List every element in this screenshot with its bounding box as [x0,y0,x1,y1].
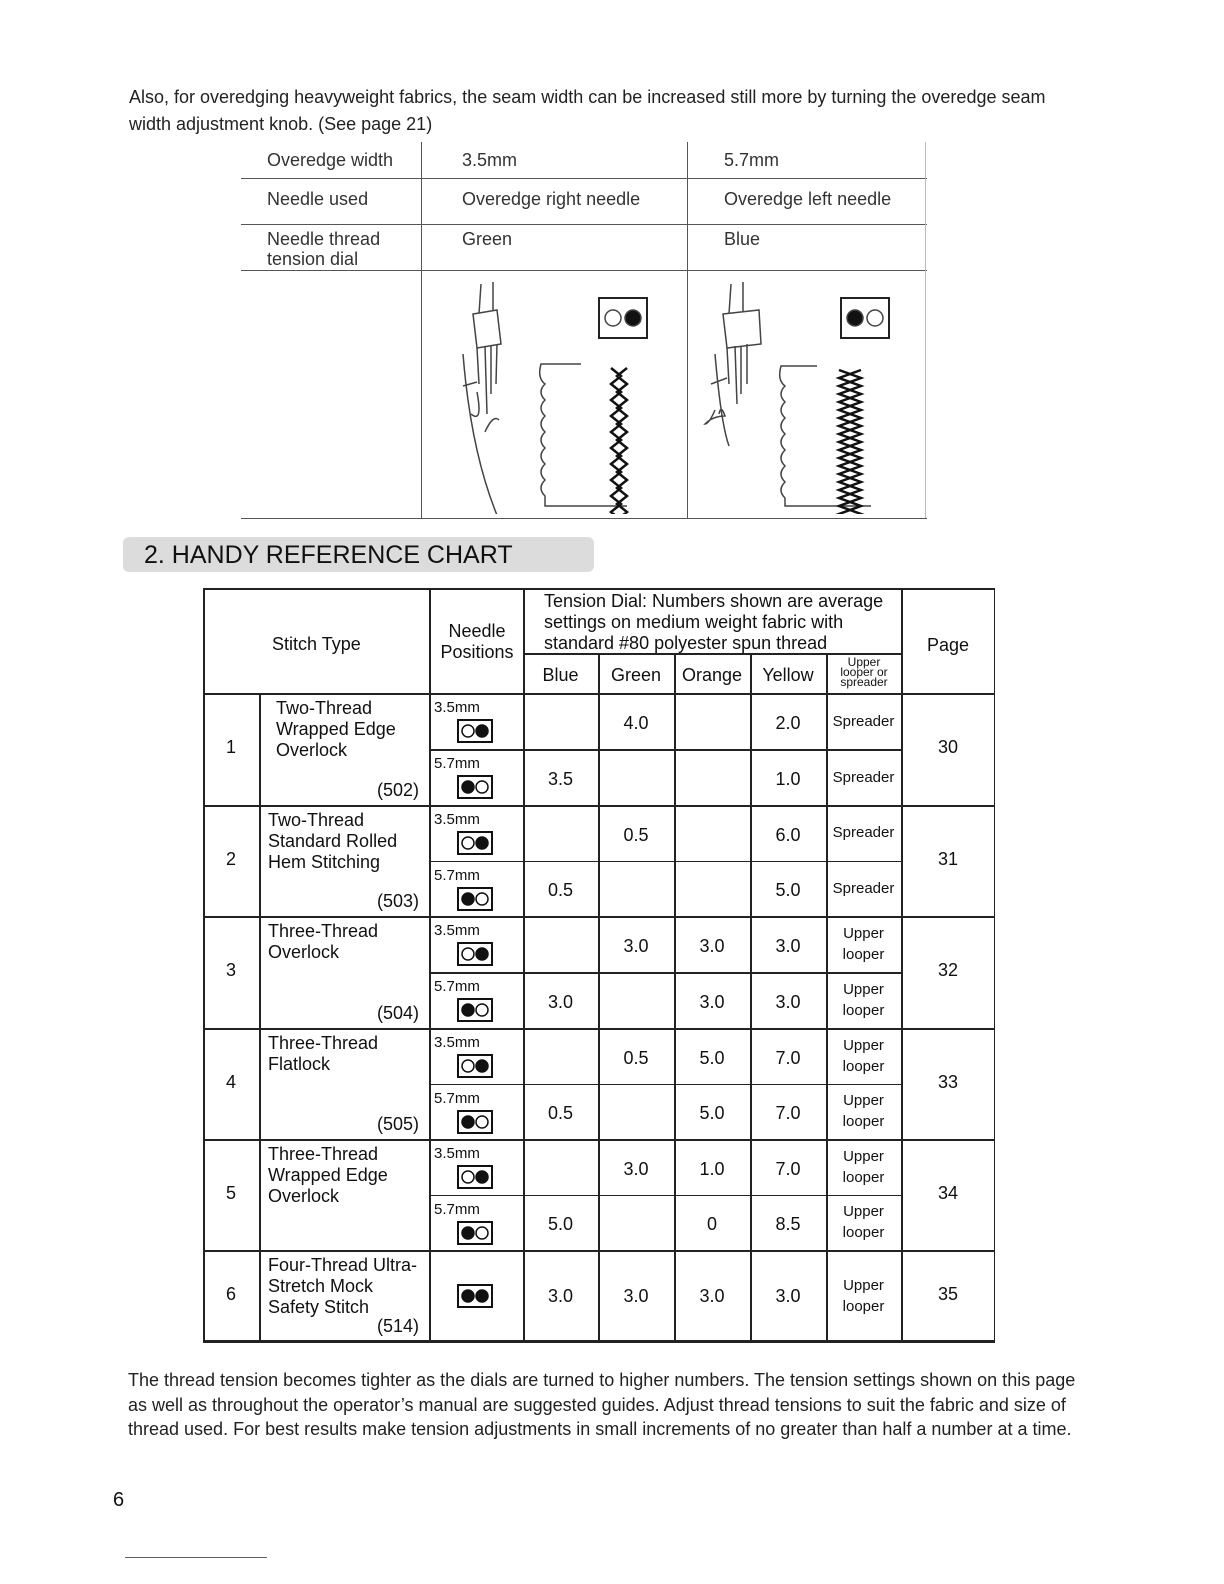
needle-position-icon [457,1165,493,1189]
stitch-number: 1 [225,737,236,757]
yellow-tension-value: 7.0 [775,1103,801,1124]
grid-line [429,1195,901,1197]
left-needle-illustration [701,274,921,514]
needle-size: 5.7mm [434,978,480,995]
needle-position-icon [457,942,493,966]
grid-line [523,653,901,655]
upper-looper-or-spreader: Upper [843,981,884,998]
grid-line [259,693,261,805]
yellow-tension-value: 1.0 [775,769,801,789]
upper-looper-or-spreader: Upper [843,1092,884,1110]
needle-position-icon [457,1284,493,1308]
stitch-name-line: Two-Thread [268,810,365,830]
header-line: Positions [440,642,514,662]
grid-line [429,1250,431,1341]
needle-used-left: Overedge left needle [724,189,892,209]
yellow-tension-value: 5.0 [775,880,801,901]
upper-looper-or-spreader: Upper [843,1147,884,1165]
divider [241,270,927,271]
grid-line [259,805,261,916]
overedge-table [241,142,927,520]
divider [687,142,688,518]
grid-line [750,653,752,693]
overedge-width-label: Overedge width [267,150,394,170]
orange-tension-value: 3.0 [699,1285,725,1306]
needle-position-icon [457,1110,493,1134]
grid-line [598,653,600,693]
page-ref: 35 [937,1283,959,1304]
upper-looper-or-spreader: looper [842,1168,885,1186]
yellow-tension-value: 2.0 [775,713,801,733]
needle-thread-tension-left: Blue [724,229,761,249]
grid-line [429,1084,901,1086]
header-tension-dial [544,591,883,654]
orange-tension-value: 5.0 [699,1047,725,1068]
stitch-code: (505) [377,1114,420,1134]
stitch-name-line: Three-Thread [268,1033,379,1053]
upper-looper-or-spreader: looper [842,946,885,963]
stitch-code: (514) [377,1316,420,1336]
header-line: Tension Dial: Numbers shown are average [544,591,884,611]
needle-size: 5.7mm [434,755,480,772]
needle-used-label: Needle used [267,189,369,209]
divider [125,1557,267,1558]
stitch-name-line: Hem Stitching [268,852,381,872]
grid-line [429,749,901,751]
header-needle-positions [431,621,523,663]
yellow-tension-value: 3.0 [775,936,801,956]
green-tension-value: 3.0 [623,1285,649,1306]
needle-position-icon [457,887,493,911]
needle-position-icon [457,719,493,743]
orange-tension-value: 3.0 [699,936,725,956]
header-orange: Orange [681,665,743,685]
blue-tension-value: 3.0 [547,992,574,1012]
grid-line [203,588,995,590]
needle-thread-tension-label: Needle thread tension dial [267,229,381,269]
header-stitch-type: Stitch Type [272,634,361,654]
blue-tension-value: 3.0 [547,1285,574,1306]
overedge-width-right: 3.5mm [462,150,518,170]
orange-tension-value: 0 [706,1214,717,1235]
overedge-width-left: 5.7mm [724,150,780,170]
stitch-name-line: Standard Rolled [268,831,398,851]
reference-chart [203,588,995,1341]
needle-position-icon [457,775,493,799]
header-line: spreader [840,675,888,689]
header-blue: Blue [542,665,579,685]
needle-position-icon [457,831,493,855]
header-line: Upper [847,655,881,669]
grid-line [259,1139,261,1250]
divider [241,518,927,519]
intro-paragraph: Also, for overedging heavyweight fabrics, the seam width can be increased still more by turning the overedge seam width adjustment knob. (See page 21) [129,87,1046,134]
header-line: Needle [448,621,506,641]
upper-looper-or-spreader: Spreader [832,879,895,897]
stitch-number: 2 [225,848,236,869]
needle-size: 3.5mm [434,811,480,828]
stitch-name-line: Safety Stitch [268,1297,370,1317]
upper-looper-or-spreader: looper [842,1224,885,1242]
header-line: settings on medium weight fabric with [544,612,844,632]
grid-line [826,653,828,693]
grid-line [259,1250,261,1341]
green-tension-value: 3.0 [623,936,649,956]
grid-line [429,972,901,974]
stitch-name-line: Stretch Mock [268,1276,374,1296]
stitch-name-line: Two-Thread [276,698,373,718]
page-number: 6 [113,1489,125,1511]
stitch-number: 5 [225,1182,236,1203]
stitch-name-line: Four-Thread Ultra- [268,1255,418,1275]
right-needle-illustration [441,274,671,514]
blue-tension-value: 0.5 [547,880,574,901]
grid-line [259,916,261,1028]
needle-position-icon [457,1221,493,1245]
orange-tension-value: 3.0 [699,992,725,1012]
stitch-name-line: Overlock [268,1186,340,1206]
stitch-code: (504) [377,1003,420,1023]
section-heading [123,537,594,572]
divider [925,142,926,518]
header-line: standard #80 polyester spun thread [544,633,828,653]
orange-tension-value: 5.0 [699,1103,725,1124]
upper-looper-or-spreader: Spreader [832,712,895,730]
upper-looper-or-spreader: Upper [843,925,884,942]
yellow-tension-value: 8.5 [775,1214,801,1235]
upper-looper-or-spreader: looper [842,1057,885,1075]
upper-looper-or-spreader: Upper [843,1203,884,1221]
footer-paragraph: The thread tension becomes tighter as the dials are turned to higher numbers. The tension settings shown on this page as well as throughout the operator’s manual are suggested guides. Adjust thread tensions to suit the fabric and size of thread used. For best results make tension adjustments in small increments of no greater than half a number at a time. [128,1370,1076,1439]
header-line: looper or [840,665,888,679]
stitch-name-line: Three-Thread [268,921,379,941]
needle-position-icon [457,1054,493,1078]
grid-line [203,1341,995,1343]
green-tension-value: 4.0 [623,713,649,733]
needle-size: 3.5mm [434,699,480,716]
upper-looper-or-spreader: looper [842,1113,885,1131]
upper-looper-or-spreader: looper [842,1002,885,1019]
needle-used-right: Overedge right needle [462,189,641,209]
needle-size: 3.5mm [434,1145,480,1162]
stitch-name-line: Overlock [268,942,340,962]
yellow-tension-value: 3.0 [775,992,801,1012]
stitch-code: (502) [377,780,420,800]
yellow-tension-value: 7.0 [775,1047,801,1068]
grid-line [259,1028,261,1139]
yellow-tension-value: 6.0 [775,824,801,845]
page-ref: 31 [937,848,959,869]
grid-line [429,588,431,693]
upper-looper-or-spreader: looper [842,1297,885,1315]
stitch-name-line: Three-Thread [268,1144,379,1164]
stitch-number: 4 [225,1071,236,1092]
grid-line [674,653,676,693]
grid-line [429,861,901,863]
section-title: 2. HANDY REFERENCE CHART [144,541,513,569]
needle-thread-tension-right: Green [462,229,513,249]
yellow-tension-value: 7.0 [775,1158,801,1179]
orange-tension-value: 1.0 [699,1158,725,1179]
upper-looper-or-spreader: Spreader [832,824,895,842]
page-ref: 32 [937,960,959,980]
needle-size: 3.5mm [434,1034,480,1051]
needle-size: 5.7mm [434,1200,480,1218]
blue-tension-value: 3.5 [547,769,574,789]
stitch-number: 6 [225,1283,236,1304]
green-tension-value: 0.5 [623,1047,649,1068]
header-yellow: Yellow [762,665,814,685]
needle-size: 5.7mm [434,866,480,884]
divider [241,224,927,225]
header-upper-looper-or-spreader [826,657,902,687]
stitch-number: 3 [225,960,236,980]
green-tension-value: 0.5 [623,824,649,845]
divider [421,142,422,518]
stitch-name-line: Flatlock [268,1054,331,1074]
divider [241,178,927,179]
green-tension-value: 3.0 [623,1158,649,1179]
page-ref: 30 [937,737,959,757]
stitch-name-line: Wrapped Edge [276,719,396,739]
page-ref: 33 [937,1071,959,1092]
header-green: Green [610,665,662,685]
stitch-code: (503) [377,891,420,911]
yellow-tension-value: 3.0 [775,1285,801,1306]
needle-size: 3.5mm [434,922,480,939]
upper-looper-or-spreader: Upper [843,1036,884,1054]
needle-size: 5.7mm [434,1089,480,1107]
blue-tension-value: 5.0 [547,1214,574,1235]
blue-tension-value: 0.5 [547,1103,574,1124]
header-page: Page [926,635,970,655]
page-ref: 34 [937,1182,959,1203]
upper-looper-or-spreader: Upper [843,1276,884,1294]
stitch-name-line: Wrapped Edge [268,1165,388,1185]
upper-looper-or-spreader: Spreader [832,768,895,786]
stitch-name-line: Overlock [276,740,348,760]
needle-position-icon [457,998,493,1022]
